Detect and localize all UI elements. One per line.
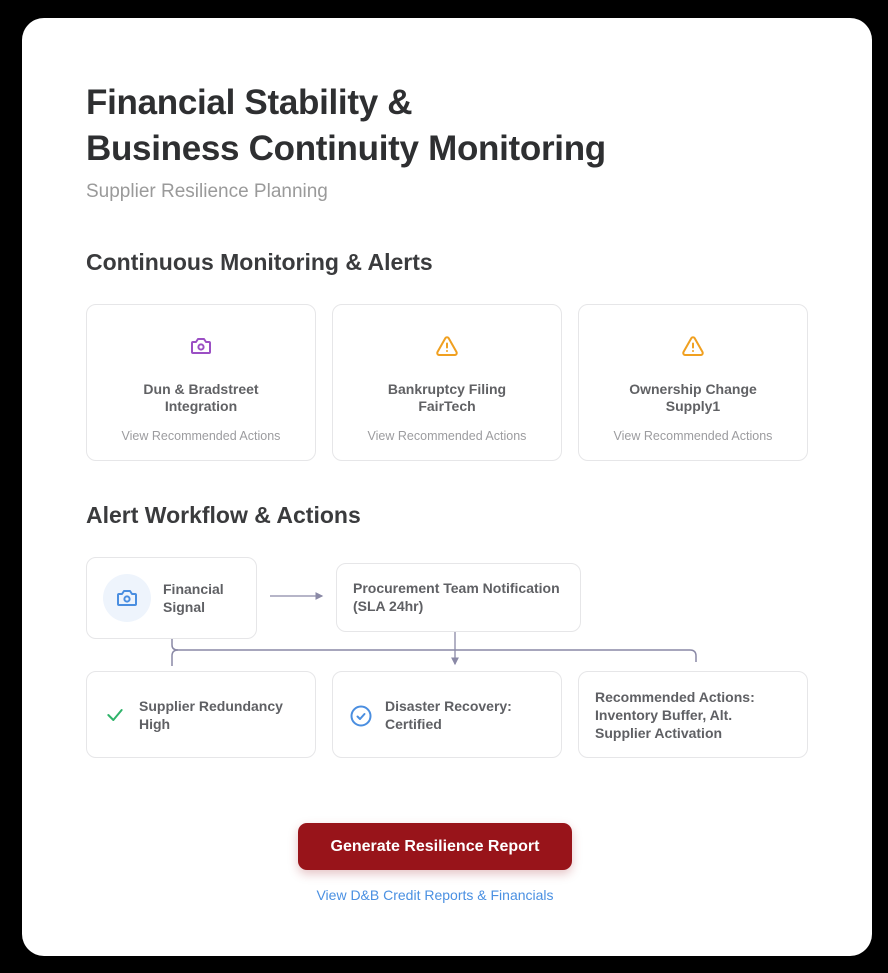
alert-card-bankruptcy[interactable] bbox=[332, 304, 562, 461]
camera-icon bbox=[115, 586, 139, 610]
notification-label: Procurement Team Notification (SLA 24hr) bbox=[353, 580, 560, 614]
warning-icon bbox=[579, 334, 807, 358]
monitoring-heading: Continuous Monitoring & Alerts bbox=[86, 249, 433, 275]
recommended-actions-label: Recommended Actions: Inventory Buffer, Alt. Supplier Activation bbox=[595, 689, 755, 741]
alert-card-title: Dun & Bradstreet Integration bbox=[143, 381, 259, 414]
signal-icon-circle bbox=[103, 574, 151, 622]
camera-icon bbox=[87, 334, 315, 358]
alert-card-ownership[interactable] bbox=[578, 304, 808, 461]
disaster-recovery-label: Disaster Recovery: Certified bbox=[385, 698, 512, 732]
main-panel bbox=[22, 18, 872, 956]
check-circle-icon bbox=[349, 704, 373, 728]
financial-signal-node[interactable] bbox=[86, 557, 257, 639]
procurement-notification-node[interactable] bbox=[336, 563, 581, 632]
supplier-redundancy-node[interactable] bbox=[86, 671, 316, 758]
workflow-heading: Alert Workflow & Actions bbox=[86, 502, 361, 528]
alert-card-title: Bankruptcy Filing FairTech bbox=[387, 381, 507, 414]
supplier-redundancy-label: Supplier Redundancy High bbox=[139, 698, 283, 732]
warning-icon bbox=[333, 334, 561, 358]
view-dnb-credit-reports-link[interactable]: View D&B Credit Reports & Financials bbox=[316, 887, 554, 903]
generate-resilience-report-button[interactable]: Generate Resilience Report bbox=[298, 823, 572, 870]
view-recommended-actions-link[interactable]: View Recommended Actions bbox=[121, 429, 281, 443]
check-icon bbox=[105, 705, 125, 725]
view-recommended-actions-link[interactable]: View Recommended Actions bbox=[367, 429, 527, 443]
recommended-actions-node[interactable] bbox=[578, 671, 808, 758]
page-title bbox=[86, 80, 726, 172]
disaster-recovery-node[interactable] bbox=[332, 671, 562, 758]
alert-card-title: Ownership Change Supply1 bbox=[629, 381, 757, 414]
view-recommended-actions-link[interactable]: View Recommended Actions bbox=[613, 429, 773, 443]
alert-card-dnb[interactable] bbox=[86, 304, 316, 461]
page-title-line2: Business Continuity Monitoring bbox=[86, 129, 606, 168]
page-title-line1: Financial Stability & bbox=[86, 83, 413, 122]
financial-signal-label: Financial Signal bbox=[163, 581, 224, 615]
page-subtitle: Supplier Resilience Planning bbox=[86, 181, 328, 202]
